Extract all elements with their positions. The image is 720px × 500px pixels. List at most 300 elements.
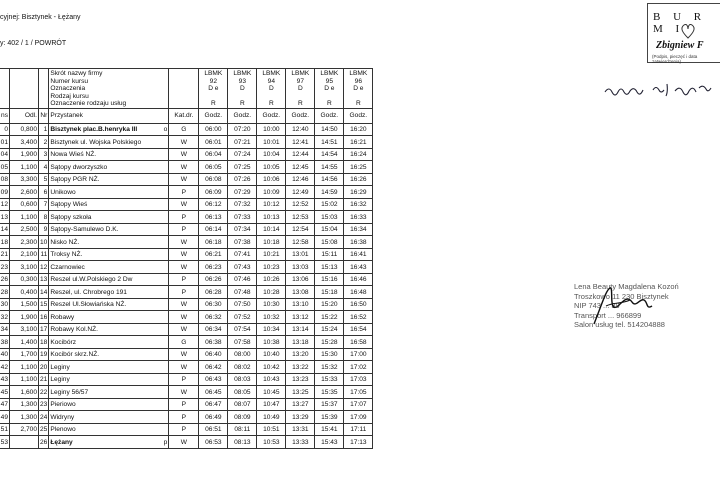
cell-departure-time: 16:46 <box>344 273 373 286</box>
head-kat-empty <box>169 69 199 109</box>
course-kind: R <box>326 99 332 107</box>
cell-departure-time: 17:02 <box>344 361 373 374</box>
table-row <box>0 323 373 336</box>
stamp-line-4: Transport ... 966899 <box>574 310 642 320</box>
course-kind: R <box>297 99 303 107</box>
cell-departure-time: 15:24 <box>315 323 344 336</box>
cell-departure-time: 16:41 <box>344 248 373 261</box>
cell-distance: 1,100 <box>10 361 39 374</box>
cell-departure-time: 15:08 <box>315 236 344 249</box>
table-row <box>0 148 373 161</box>
cell-time-offset: 18 <box>0 236 10 249</box>
cell-departure-time: 12:46 <box>286 173 315 186</box>
cell-departure-time: 16:26 <box>344 173 373 186</box>
cell-stop-name <box>49 236 169 249</box>
cell-road-category: P <box>169 286 199 299</box>
course-mark: D <box>268 85 274 93</box>
cell-stop-number: 20 <box>39 361 49 374</box>
cell-distance: 1,300 <box>10 411 39 424</box>
cell-departure-time: 15:28 <box>315 336 344 349</box>
cell-departure-time: 07:21 <box>228 136 257 149</box>
cell-road-category: W <box>169 148 199 161</box>
cell-time-offset: 28 <box>0 286 10 299</box>
cell-departure-time: 07:46 <box>228 273 257 286</box>
course-header-2 <box>257 69 286 109</box>
table-row <box>0 273 373 286</box>
stamp-line-3: NIP 743 ... 39 <box>574 301 620 311</box>
cell-time-offset: 45 <box>0 386 10 399</box>
cell-distance: 2,700 <box>10 423 39 436</box>
colname-left: ns <box>0 108 10 123</box>
cell-departure-time: 12:41 <box>286 136 315 149</box>
cell-departure-time: 08:00 <box>228 348 257 361</box>
cell-road-category: P <box>169 373 199 386</box>
cell-road-category: W <box>169 323 199 336</box>
cell-stop-name <box>49 298 169 311</box>
cell-departure-time: 06:49 <box>199 411 228 424</box>
cell-departure-time: 16:43 <box>344 261 373 274</box>
cell-distance: 0,600 <box>10 198 39 211</box>
cell-departure-time: 10:38 <box>257 336 286 349</box>
colname-godz: Godz. <box>199 108 228 123</box>
cell-road-category: P <box>169 273 199 286</box>
cell-departure-time: 12:49 <box>286 186 315 199</box>
stop-name: Reszel, ul. Chrobrego 191 <box>50 288 127 296</box>
cell-stop-name <box>49 386 169 399</box>
cell-distance: 0,300 <box>10 273 39 286</box>
cell-stop-name <box>49 161 169 174</box>
stamp-company-name: B U R M I <box>653 11 707 35</box>
head-label-service: Oznaczenie rodzaju usług <box>50 100 127 108</box>
cell-distance: 1,600 <box>10 386 39 399</box>
cell-departure-time: 07:50 <box>228 298 257 311</box>
table-row <box>0 398 373 411</box>
cell-stop-name <box>49 123 169 136</box>
table-row <box>0 161 373 174</box>
cell-departure-time: 07:29 <box>228 186 257 199</box>
cell-departure-time: 06:51 <box>199 423 228 436</box>
colname-nr: Nr <box>39 108 49 123</box>
stop-name: Troksy NŻ. <box>50 251 83 259</box>
cell-departure-time: 08:09 <box>228 411 257 424</box>
cell-distance: 3,300 <box>10 173 39 186</box>
cell-departure-time: 10:42 <box>257 361 286 374</box>
cell-distance: 1,300 <box>10 398 39 411</box>
stop-name: Reszel ul.W.Polskiego 2 Dw <box>50 276 133 284</box>
cell-time-offset: 49 <box>0 411 10 424</box>
cell-stop-number: 2 <box>39 136 49 149</box>
cell-departure-time: 07:41 <box>228 248 257 261</box>
cell-time-offset: 30 <box>0 298 10 311</box>
cell-departure-time: 16:29 <box>344 186 373 199</box>
route-header: cyjnej: Bisztynek - Łężany <box>0 14 81 21</box>
cell-departure-time: 10:05 <box>257 161 286 174</box>
cell-departure-time: 16:54 <box>344 323 373 336</box>
cell-departure-time: 10:47 <box>257 398 286 411</box>
table-row <box>0 211 373 224</box>
cell-stop-name <box>49 423 169 436</box>
table-row <box>0 223 373 236</box>
cell-departure-time: 08:11 <box>228 423 257 436</box>
cell-departure-time: 16:58 <box>344 336 373 349</box>
cell-departure-time: 10:40 <box>257 348 286 361</box>
cell-distance: 1,100 <box>10 211 39 224</box>
head-label-firm: Skrót nazwy firmy <box>50 70 103 77</box>
cell-departure-time: 06:14 <box>199 223 228 236</box>
table-row <box>0 423 373 436</box>
cell-departure-time: 07:58 <box>228 336 257 349</box>
course-num: 97 <box>296 77 305 85</box>
cell-departure-time: 15:11 <box>315 248 344 261</box>
stop-name: Sątopy Wieś <box>50 201 88 209</box>
cell-departure-time: 12:54 <box>286 223 315 236</box>
cell-departure-time: 07:25 <box>228 161 257 174</box>
cell-departure-time: 07:52 <box>228 311 257 324</box>
table-row <box>0 373 373 386</box>
table-row <box>0 236 373 249</box>
cell-stop-name <box>49 136 169 149</box>
cell-distance: 0,800 <box>10 123 39 136</box>
stop-name: Robawy Kol.NŻ. <box>50 326 98 334</box>
stop-name: Widryny <box>50 413 75 421</box>
cell-stop-name <box>49 411 169 424</box>
cell-departure-time: 13:03 <box>286 261 315 274</box>
cell-departure-time: 13:23 <box>286 373 315 386</box>
cell-stop-number: 18 <box>39 336 49 349</box>
stop-name: Robawy <box>50 313 75 321</box>
cell-stop-name <box>49 398 169 411</box>
cell-time-offset: 26 <box>0 273 10 286</box>
cell-departure-time: 06:05 <box>199 161 228 174</box>
cell-departure-time: 17:03 <box>344 373 373 386</box>
cell-departure-time: 15:43 <box>315 436 344 449</box>
head-nr-empty <box>39 69 49 109</box>
cell-stop-name <box>49 148 169 161</box>
cell-departure-time: 10:53 <box>257 436 286 449</box>
course-num: 95 <box>325 77 334 85</box>
route-number-header: y: 402 / 1 / POWRÓT <box>0 40 67 47</box>
table-row <box>0 286 373 299</box>
cell-departure-time: 06:12 <box>199 198 228 211</box>
course-num: 92 <box>209 77 218 85</box>
cell-departure-time: 06:40 <box>199 348 228 361</box>
stop-name: Kocibórz <box>50 338 76 346</box>
cell-distance: 3,100 <box>10 323 39 336</box>
table-row <box>0 248 373 261</box>
cell-road-category: G <box>169 336 199 349</box>
cell-departure-time: 10:01 <box>257 136 286 149</box>
cell-departure-time: 16:20 <box>344 123 373 136</box>
cell-road-category: P <box>169 423 199 436</box>
table-row <box>0 311 373 324</box>
stop-name: Sątopy dworzyszko <box>50 163 108 171</box>
cell-departure-time: 08:13 <box>228 436 257 449</box>
cell-road-category: P <box>169 398 199 411</box>
course-mark: D e <box>353 85 364 93</box>
cell-road-category: W <box>169 248 199 261</box>
cell-departure-time: 06:26 <box>199 273 228 286</box>
course-header-4 <box>315 69 344 109</box>
cell-stop-number: 12 <box>39 261 49 274</box>
cell-departure-time: 16:25 <box>344 161 373 174</box>
cell-departure-time: 07:20 <box>228 123 257 136</box>
course-header-1 <box>228 69 257 109</box>
cell-departure-time: 13:29 <box>286 411 315 424</box>
cell-departure-time: 13:18 <box>286 336 315 349</box>
course-spacer <box>287 93 313 100</box>
cell-time-offset: 51 <box>0 423 10 436</box>
cell-departure-time: 14:55 <box>315 161 344 174</box>
cell-time-offset: 53 <box>0 436 10 449</box>
stamp-line-1: Lena Beauty Magdalena Kozoń <box>574 282 679 291</box>
cell-departure-time: 15:32 <box>315 361 344 374</box>
course-spacer <box>200 93 226 100</box>
course-header-5 <box>344 69 373 109</box>
cell-road-category: W <box>169 436 199 449</box>
cell-departure-time: 13:25 <box>286 386 315 399</box>
cell-departure-time: 13:33 <box>286 436 315 449</box>
course-firm: LBMK <box>233 70 252 77</box>
cell-departure-time: 06:28 <box>199 286 228 299</box>
cell-time-offset: 42 <box>0 361 10 374</box>
cell-departure-time: 15:20 <box>315 298 344 311</box>
stop-name: Pieriowo <box>50 401 76 409</box>
course-num: 94 <box>267 77 276 85</box>
cell-time-offset: 40 <box>0 348 10 361</box>
cell-departure-time: 10:09 <box>257 186 286 199</box>
cell-time-offset: 21 <box>0 248 10 261</box>
cell-departure-time: 10:21 <box>257 248 286 261</box>
cell-distance: 1,400 <box>10 336 39 349</box>
head-labels-cell <box>49 69 169 109</box>
cell-distance: 2,100 <box>10 248 39 261</box>
cell-departure-time: 06:45 <box>199 386 228 399</box>
cell-departure-time: 16:38 <box>344 236 373 249</box>
cell-distance: 1,500 <box>10 298 39 311</box>
cell-time-offset: 32 <box>0 311 10 324</box>
cell-distance: 0,400 <box>10 286 39 299</box>
cell-road-category: G <box>169 123 199 136</box>
cell-stop-name <box>49 248 169 261</box>
course-firm: LBMK <box>262 70 281 77</box>
course-spacer <box>258 93 284 100</box>
cell-departure-time: 07:54 <box>228 323 257 336</box>
cell-departure-time: 08:05 <box>228 386 257 399</box>
stop-name: Leginy <box>50 363 70 371</box>
cell-distance: 2,600 <box>10 186 39 199</box>
cell-departure-time: 17:11 <box>344 423 373 436</box>
cell-stop-name <box>49 361 169 374</box>
stop-name: Sątopy szkoła <box>50 213 92 221</box>
colname-godz: Godz. <box>315 108 344 123</box>
cell-departure-time: 08:02 <box>228 361 257 374</box>
cell-departure-time: 06:01 <box>199 136 228 149</box>
cell-departure-time: 06:43 <box>199 373 228 386</box>
course-firm: LBMK <box>349 70 368 77</box>
cell-time-offset: 09 <box>0 186 10 199</box>
cell-departure-time: 06:53 <box>199 436 228 449</box>
cell-stop-name <box>49 286 169 299</box>
colname-godz: Godz. <box>286 108 315 123</box>
cell-departure-time: 10:13 <box>257 211 286 224</box>
cell-departure-time: 06:30 <box>199 298 228 311</box>
cell-road-category: W <box>169 236 199 249</box>
cell-departure-time: 10:14 <box>257 223 286 236</box>
cell-departure-time: 14:56 <box>315 173 344 186</box>
stop-name: Leginy <box>50 376 70 384</box>
cell-departure-time: 17:05 <box>344 386 373 399</box>
cell-departure-time: 15:33 <box>315 373 344 386</box>
cell-stop-number: 6 <box>39 186 49 199</box>
course-mark: D e <box>208 85 219 93</box>
cell-road-category: P <box>169 211 199 224</box>
cell-stop-number: 1 <box>39 123 49 136</box>
cell-departure-time: 06:32 <box>199 311 228 324</box>
course-firm: LBMK <box>320 70 339 77</box>
cell-distance: 1,100 <box>10 373 39 386</box>
cell-departure-time: 10:18 <box>257 236 286 249</box>
head-label-kind: Rodzaj kursu <box>50 92 89 100</box>
table-row <box>0 361 373 374</box>
stop-name: Łężany <box>50 438 73 446</box>
cell-departure-time: 15:39 <box>315 411 344 424</box>
head-left-empty <box>0 69 10 109</box>
cell-departure-time: 07:32 <box>228 198 257 211</box>
handwritten-note <box>603 80 720 102</box>
cell-departure-time: 16:24 <box>344 148 373 161</box>
cell-stop-number: 5 <box>39 173 49 186</box>
cell-distance: 3,400 <box>10 136 39 149</box>
cell-road-category: P <box>169 223 199 236</box>
course-spacer <box>316 93 342 100</box>
cell-stop-number: 7 <box>39 198 49 211</box>
cell-departure-time: 13:20 <box>286 348 315 361</box>
cell-stop-name <box>49 373 169 386</box>
cell-stop-number: 17 <box>39 323 49 336</box>
table-row <box>0 298 373 311</box>
cell-departure-time: 06:38 <box>199 336 228 349</box>
cell-road-category: W <box>169 136 199 149</box>
course-firm: LBMK <box>291 70 310 77</box>
cell-departure-time: 15:22 <box>315 311 344 324</box>
head-odl-empty <box>10 69 39 109</box>
cell-departure-time: 10:06 <box>257 173 286 186</box>
cell-stop-number: 14 <box>39 286 49 299</box>
cell-stop-number: 21 <box>39 373 49 386</box>
table-colnames-row <box>0 108 373 123</box>
cell-departure-time: 10:23 <box>257 261 286 274</box>
cell-stop-number: 19 <box>39 348 49 361</box>
colname-odl: Odl. <box>10 108 39 123</box>
cell-departure-time: 15:04 <box>315 223 344 236</box>
cell-departure-time: 13:06 <box>286 273 315 286</box>
colname-kat: Kat.dr. <box>169 108 199 123</box>
cell-departure-time: 06:00 <box>199 123 228 136</box>
cell-departure-time: 06:42 <box>199 361 228 374</box>
cell-departure-time: 10:00 <box>257 123 286 136</box>
course-kind: R <box>268 99 274 107</box>
cell-departure-time: 13:14 <box>286 323 315 336</box>
course-header-0 <box>199 69 228 109</box>
cell-road-category: W <box>169 361 199 374</box>
table-row <box>0 123 373 136</box>
signature <box>588 284 658 328</box>
cell-stop-name <box>49 323 169 336</box>
cell-departure-time: 12:40 <box>286 123 315 136</box>
stamp-logo-icon <box>678 22 698 40</box>
cell-departure-time: 13:31 <box>286 423 315 436</box>
course-num: 93 <box>238 77 247 85</box>
cell-departure-time: 15:35 <box>315 386 344 399</box>
cell-stop-number: 10 <box>39 236 49 249</box>
timetable <box>0 68 373 449</box>
stop-name: Nowa Wieś NŻ. <box>50 151 97 159</box>
cell-stop-number: 24 <box>39 411 49 424</box>
cell-departure-time: 15:37 <box>315 398 344 411</box>
cell-distance: 1,700 <box>10 348 39 361</box>
cell-departure-time: 15:41 <box>315 423 344 436</box>
cell-departure-time: 16:50 <box>344 298 373 311</box>
cell-departure-time: 12:58 <box>286 236 315 249</box>
cell-departure-time: 07:43 <box>228 261 257 274</box>
cell-departure-time: 17:07 <box>344 398 373 411</box>
course-spacer <box>345 93 371 100</box>
cell-time-offset: 08 <box>0 173 10 186</box>
cell-departure-time: 10:28 <box>257 286 286 299</box>
cell-departure-time: 06:34 <box>199 323 228 336</box>
cell-road-category: W <box>169 311 199 324</box>
cell-departure-time: 10:12 <box>257 198 286 211</box>
cell-departure-time: 10:30 <box>257 298 286 311</box>
cell-departure-time: 12:52 <box>286 198 315 211</box>
cell-stop-number: 9 <box>39 223 49 236</box>
cell-departure-time: 13:27 <box>286 398 315 411</box>
stop-name: Sątopy PGR NŻ. <box>50 176 100 184</box>
course-kind: R <box>355 99 361 107</box>
cell-departure-time: 15:18 <box>315 286 344 299</box>
table-row <box>0 348 373 361</box>
stop-name: Leginy 56/57 <box>50 388 89 396</box>
stop-name: Plenowo <box>50 426 76 434</box>
cell-distance: 2,500 <box>10 223 39 236</box>
cell-departure-time: 06:08 <box>199 173 228 186</box>
cell-stop-name <box>49 198 169 211</box>
course-kind: R <box>210 99 216 107</box>
head-label-mark: Oznaczenia <box>50 85 86 93</box>
cell-stop-name <box>49 173 169 186</box>
cell-departure-time: 07:24 <box>228 148 257 161</box>
course-spacer <box>229 93 255 100</box>
cell-departure-time: 08:07 <box>228 398 257 411</box>
cell-distance: 2,300 <box>10 236 39 249</box>
cell-departure-time: 06:47 <box>199 398 228 411</box>
cell-departure-time: 16:48 <box>344 286 373 299</box>
cell-departure-time: 16:52 <box>344 311 373 324</box>
cell-time-offset: 04 <box>0 148 10 161</box>
cell-stop-number: 25 <box>39 423 49 436</box>
cell-departure-time: 14:51 <box>315 136 344 149</box>
cell-road-category: W <box>169 386 199 399</box>
cell-departure-time: 10:43 <box>257 373 286 386</box>
head-label-num: Numer kursu <box>50 77 89 85</box>
colname-godz: Godz. <box>344 108 373 123</box>
cell-departure-time: 06:23 <box>199 261 228 274</box>
course-firm: LBMK <box>204 70 223 77</box>
cell-road-category: P <box>169 411 199 424</box>
cell-departure-time: 16:32 <box>344 198 373 211</box>
cell-departure-time: 14:59 <box>315 186 344 199</box>
cell-departure-time: 06:21 <box>199 248 228 261</box>
